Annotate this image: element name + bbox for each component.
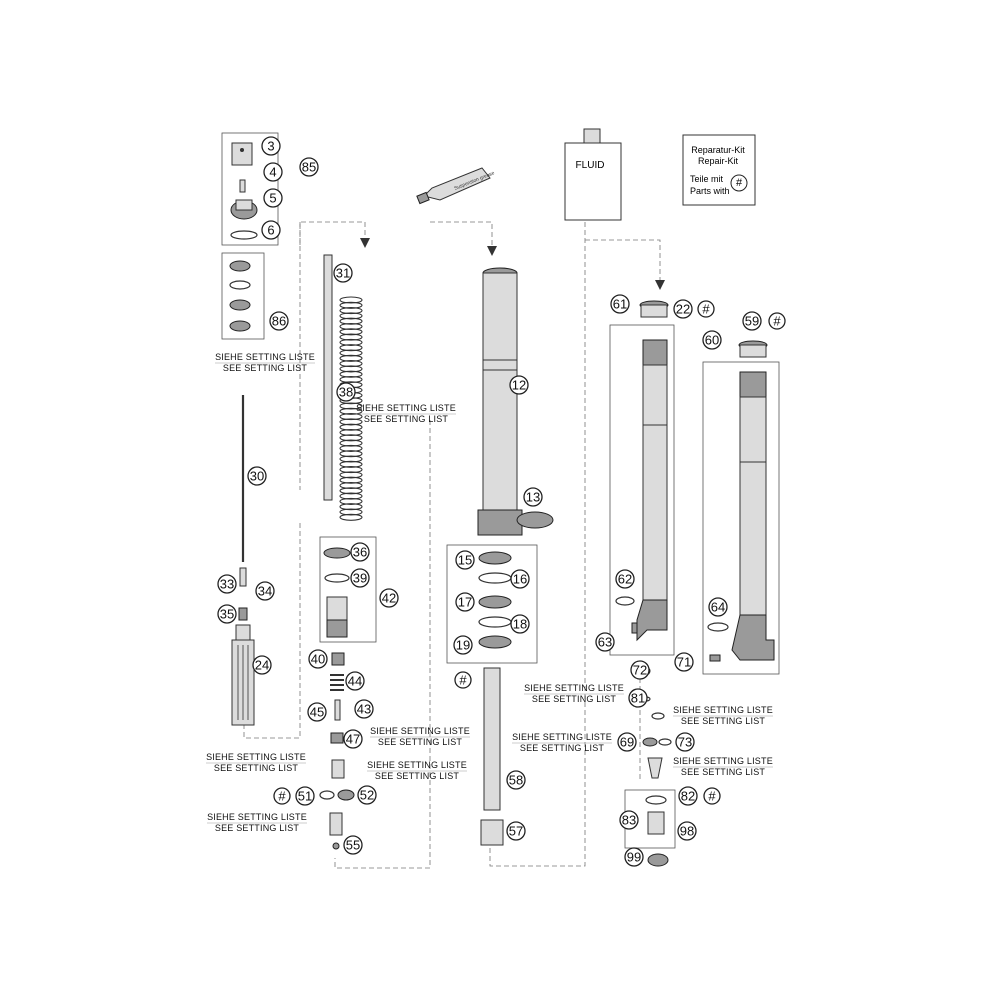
guide-line-1 bbox=[300, 222, 365, 246]
svg-text:#: # bbox=[773, 313, 781, 329]
repair-kit-line1: Reparatur-Kit bbox=[691, 145, 745, 155]
svg-text:73: 73 bbox=[677, 734, 693, 750]
svg-text:61: 61 bbox=[612, 296, 628, 312]
arrow-down-icon bbox=[487, 246, 497, 256]
svg-text:30: 30 bbox=[249, 468, 265, 484]
svg-text:3: 3 bbox=[267, 138, 275, 154]
setting-list-note bbox=[356, 403, 456, 424]
callout-61 bbox=[611, 295, 629, 313]
fork-outer-tube-left bbox=[637, 301, 668, 640]
svg-text:57: 57 bbox=[508, 823, 524, 839]
bushings-seals bbox=[479, 552, 511, 648]
setting-list-note bbox=[512, 732, 612, 753]
svg-text:15: 15 bbox=[457, 552, 473, 568]
svg-text:34: 34 bbox=[257, 583, 273, 599]
svg-text:12: 12 bbox=[511, 377, 527, 393]
svg-text:SEE SETTING LIST: SEE SETTING LIST bbox=[377, 737, 463, 747]
svg-text:13: 13 bbox=[525, 489, 541, 505]
fork-inner-tube bbox=[478, 268, 522, 535]
svg-text:72: 72 bbox=[632, 662, 648, 678]
svg-text:83: 83 bbox=[621, 812, 637, 828]
tube-end-piece bbox=[481, 820, 503, 845]
svg-text:63: 63 bbox=[597, 634, 613, 650]
svg-text:SIEHE SETTING LISTE: SIEHE SETTING LISTE bbox=[367, 760, 467, 770]
repair-kit-line3: Teile mit bbox=[690, 174, 724, 184]
arrow-down-icon bbox=[655, 280, 665, 290]
svg-text:SEE SETTING LIST: SEE SETTING LIST bbox=[363, 414, 449, 424]
svg-text:#: # bbox=[708, 788, 716, 804]
callout-44 bbox=[346, 672, 364, 690]
callout-16 bbox=[511, 570, 529, 588]
svg-text:85: 85 bbox=[301, 159, 317, 175]
callout-60 bbox=[703, 331, 721, 349]
guide-line-5 bbox=[430, 222, 492, 248]
callout-4 bbox=[264, 163, 282, 181]
callout-33 bbox=[218, 575, 236, 593]
callout-81 bbox=[629, 689, 647, 707]
grease-tube-label: Suspension grease bbox=[453, 170, 496, 192]
kit-marker bbox=[698, 301, 714, 317]
callout-57 bbox=[507, 822, 525, 840]
svg-text:58: 58 bbox=[508, 772, 524, 788]
spring-seat-parts bbox=[324, 548, 350, 637]
setting-list-note bbox=[207, 812, 307, 833]
svg-text:4: 4 bbox=[269, 164, 277, 180]
callout-71 bbox=[675, 653, 693, 671]
callout-63 bbox=[596, 633, 614, 651]
svg-text:51: 51 bbox=[297, 788, 313, 804]
setting-list-note bbox=[673, 705, 773, 726]
callout-5 bbox=[264, 189, 282, 207]
svg-text:99: 99 bbox=[626, 849, 642, 865]
svg-text:SIEHE SETTING LISTE: SIEHE SETTING LISTE bbox=[512, 732, 612, 742]
needle-part bbox=[240, 568, 246, 586]
callout-55 bbox=[344, 836, 362, 854]
svg-text:SIEHE SETTING LISTE: SIEHE SETTING LISTE bbox=[673, 756, 773, 766]
svg-text:71: 71 bbox=[676, 654, 692, 670]
svg-text:98: 98 bbox=[679, 823, 695, 839]
svg-text:36: 36 bbox=[352, 544, 368, 560]
svg-text:SIEHE SETTING LISTE: SIEHE SETTING LISTE bbox=[215, 352, 315, 362]
fork-oil-bottle bbox=[565, 129, 621, 220]
callout-73 bbox=[676, 733, 694, 751]
callout-69 bbox=[618, 733, 636, 751]
svg-text:33: 33 bbox=[219, 576, 235, 592]
svg-text:82: 82 bbox=[680, 788, 696, 804]
arrow-down-icon bbox=[360, 238, 370, 248]
callout-6 bbox=[262, 221, 280, 239]
svg-text:59: 59 bbox=[744, 313, 760, 329]
callout-45 bbox=[308, 703, 326, 721]
callout-40 bbox=[309, 650, 327, 668]
svg-text:62: 62 bbox=[617, 571, 633, 587]
callout-42 bbox=[380, 589, 398, 607]
svg-text:18: 18 bbox=[512, 616, 528, 632]
setting-list-note bbox=[524, 683, 624, 704]
repair-kit-line2: Repair-Kit bbox=[697, 156, 739, 166]
svg-text:52: 52 bbox=[359, 787, 375, 803]
svg-text:SEE SETTING LIST: SEE SETTING LIST bbox=[680, 767, 766, 777]
svg-text:39: 39 bbox=[352, 570, 368, 586]
piston-rod bbox=[324, 255, 332, 500]
guide-line-7 bbox=[585, 240, 660, 282]
svg-text:81: 81 bbox=[630, 690, 646, 706]
svg-text:43: 43 bbox=[356, 701, 372, 717]
svg-text:55: 55 bbox=[345, 837, 361, 853]
svg-text:69: 69 bbox=[619, 734, 635, 750]
svg-text:SIEHE SETTING LISTE: SIEHE SETTING LISTE bbox=[206, 752, 306, 762]
callout-31 bbox=[334, 264, 352, 282]
svg-text:SEE SETTING LIST: SEE SETTING LIST bbox=[213, 763, 299, 773]
svg-text:SEE SETTING LIST: SEE SETTING LIST bbox=[680, 716, 766, 726]
callout-59 bbox=[743, 312, 761, 330]
svg-text:#: # bbox=[702, 301, 710, 317]
svg-text:19: 19 bbox=[455, 637, 471, 653]
spring-small-part bbox=[239, 608, 247, 620]
callout-24 bbox=[253, 656, 271, 674]
callout-83 bbox=[620, 811, 638, 829]
setting-list-note bbox=[206, 752, 306, 773]
svg-text:6: 6 bbox=[267, 222, 275, 238]
callout-3 bbox=[262, 137, 280, 155]
grease-tube bbox=[417, 168, 496, 204]
svg-text:47: 47 bbox=[345, 731, 361, 747]
svg-text:SIEHE SETTING LISTE: SIEHE SETTING LISTE bbox=[524, 683, 624, 693]
svg-text:35: 35 bbox=[219, 606, 235, 622]
fluid-label: FLUID bbox=[575, 160, 605, 171]
svg-text:45: 45 bbox=[309, 704, 325, 720]
callout-34 bbox=[256, 582, 274, 600]
callout-19 bbox=[454, 636, 472, 654]
callout-58 bbox=[507, 771, 525, 789]
callout-82 bbox=[679, 787, 697, 805]
svg-text:SEE SETTING LIST: SEE SETTING LIST bbox=[374, 771, 460, 781]
callout-62 bbox=[616, 570, 634, 588]
fork-cap-assembly bbox=[231, 143, 257, 239]
svg-text:SIEHE SETTING LISTE: SIEHE SETTING LISTE bbox=[207, 812, 307, 822]
callout-13 bbox=[524, 488, 542, 506]
repair-kit-box bbox=[683, 135, 755, 205]
setting-list-note bbox=[367, 760, 467, 781]
kit-marker bbox=[274, 788, 290, 804]
kit-marker bbox=[455, 672, 471, 688]
callout-47 bbox=[344, 730, 362, 748]
svg-text:38: 38 bbox=[338, 384, 354, 400]
callout-51 bbox=[296, 787, 314, 805]
svg-text:5: 5 bbox=[269, 190, 277, 206]
rebound-tube bbox=[484, 668, 500, 810]
callout-64 bbox=[709, 598, 727, 616]
svg-text:86: 86 bbox=[271, 313, 287, 329]
callout-52 bbox=[358, 786, 376, 804]
repair-kit-marker: # bbox=[735, 177, 743, 189]
shim-stack bbox=[230, 261, 250, 331]
svg-text:SIEHE SETTING LISTE: SIEHE SETTING LISTE bbox=[356, 403, 456, 413]
svg-text:40: 40 bbox=[310, 651, 326, 667]
callout-35 bbox=[218, 605, 236, 623]
callout-86 bbox=[270, 312, 288, 330]
callout-22 bbox=[674, 300, 692, 318]
svg-text:SIEHE SETTING LISTE: SIEHE SETTING LISTE bbox=[370, 726, 470, 736]
callout-18 bbox=[511, 615, 529, 633]
kit-marker bbox=[704, 788, 720, 804]
svg-text:SEE SETTING LIST: SEE SETTING LIST bbox=[531, 694, 617, 704]
damper-cartridge bbox=[232, 625, 254, 725]
svg-text:SEE SETTING LIST: SEE SETTING LIST bbox=[214, 823, 300, 833]
callout-38 bbox=[337, 383, 355, 401]
nut-ring bbox=[517, 512, 553, 528]
callout-15 bbox=[456, 551, 474, 569]
guide-line-4 bbox=[335, 420, 430, 868]
svg-text:31: 31 bbox=[335, 265, 351, 281]
callout-43 bbox=[355, 700, 373, 718]
svg-text:SIEHE SETTING LISTE: SIEHE SETTING LISTE bbox=[673, 705, 773, 715]
repair-kit-line4: Parts with bbox=[690, 186, 730, 196]
callout-17 bbox=[456, 593, 474, 611]
kit-marker bbox=[769, 313, 785, 329]
svg-text:16: 16 bbox=[512, 571, 528, 587]
svg-text:24: 24 bbox=[254, 657, 270, 673]
svg-text:64: 64 bbox=[710, 599, 726, 615]
svg-text:60: 60 bbox=[704, 332, 720, 348]
svg-text:SEE SETTING LIST: SEE SETTING LIST bbox=[519, 743, 605, 753]
svg-text:#: # bbox=[459, 672, 467, 688]
svg-text:22: 22 bbox=[675, 301, 691, 317]
callout-39 bbox=[351, 569, 369, 587]
callout-36 bbox=[351, 543, 369, 561]
setting-list-note bbox=[215, 352, 315, 373]
callout-99 bbox=[625, 848, 643, 866]
fork-outer-tube-right bbox=[732, 341, 774, 660]
callout-30 bbox=[248, 467, 266, 485]
callout-12 bbox=[510, 376, 528, 394]
callout-85 bbox=[300, 158, 318, 176]
callout-72 bbox=[631, 661, 649, 679]
setting-list-note bbox=[370, 726, 470, 747]
svg-text:SEE SETTING LIST: SEE SETTING LIST bbox=[222, 363, 308, 373]
svg-text:44: 44 bbox=[347, 673, 363, 689]
callout-98 bbox=[678, 822, 696, 840]
svg-text:#: # bbox=[278, 788, 286, 804]
svg-text:17: 17 bbox=[457, 594, 473, 610]
svg-text:42: 42 bbox=[381, 590, 397, 606]
setting-list-note bbox=[673, 756, 773, 777]
